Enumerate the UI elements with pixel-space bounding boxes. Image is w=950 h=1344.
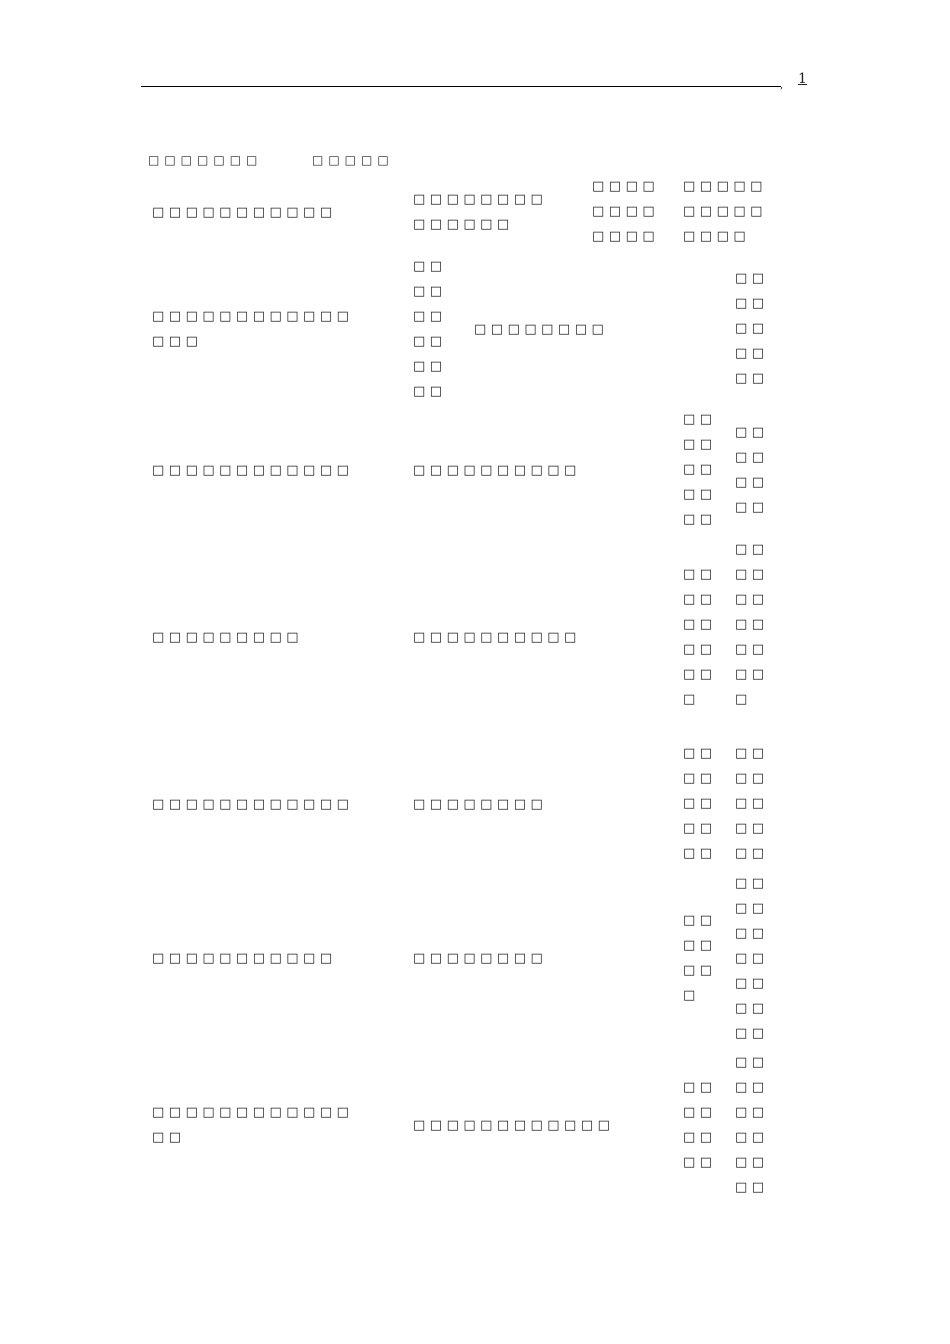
row6-col2: □□□□□□□□ — [413, 951, 548, 966]
row6-col7: □□ □□ □□ □□ □□ □□ □□ — [735, 876, 769, 1041]
row3-col6: □□ □□ □□ □□ □□ — [683, 412, 717, 527]
row7-col2: □□□□□□□□□□□□ — [413, 1118, 615, 1133]
row5-col6: □□ □□ □□ □□ □□ — [683, 746, 717, 861]
header-comma: , — [780, 80, 784, 91]
row3-col7: □□ □□ □□ □□ — [735, 425, 769, 515]
row3-col1: □□□□□□□□□□□□ — [152, 463, 354, 478]
row4-col7: □□ □□ □□ □□ □□ □□ □ — [735, 542, 769, 707]
row4-col2: □□□□□□□□□□ — [413, 630, 581, 645]
row2-col1: □□□□□□□□□□□□ □□□ — [152, 309, 354, 349]
row2-col7: □□ □□ □□ □□ □□ — [735, 271, 769, 386]
row2-col2: □□ □□ □□ □□ □□ □□ — [413, 259, 447, 399]
row5-col2: □□□□□□□□ — [413, 797, 548, 812]
page-number: 1 — [798, 71, 807, 87]
table-heading-right: □□□□□ — [312, 153, 394, 167]
row6-col1: □□□□□□□□□□□ — [152, 951, 337, 966]
row3-col2: □□□□□□□□□□ — [413, 463, 581, 478]
row7-col6: □□ □□ □□ □□ — [683, 1080, 717, 1170]
row7-col7: □□ □□ □□ □□ □□ □□ — [735, 1055, 769, 1195]
row1-col2: □□□□□□□□ □□□□□□ — [413, 192, 548, 232]
row4-col6: □□ □□ □□ □□ □□ □ — [683, 567, 717, 707]
row2-col3: □□□□□□□□ — [474, 322, 609, 337]
header-rule — [141, 86, 781, 87]
row1-col1: □□□□□□□□□□□ — [152, 205, 337, 220]
row7-col1: □□□□□□□□□□□□ □□ — [152, 1105, 354, 1145]
row5-col7: □□ □□ □□ □□ □□ — [735, 746, 769, 861]
row5-col1: □□□□□□□□□□□□ — [152, 797, 354, 812]
table-heading-left: □□□□□□□ — [148, 153, 263, 167]
row4-col1: □□□□□□□□□ — [152, 630, 304, 645]
row1-col5: □□□□ □□□□ □□□□ — [592, 179, 660, 244]
row1-col6: □□□□□ □□□□□ □□□□ — [683, 179, 767, 244]
row6-col6: □□ □□ □□ □ — [683, 913, 717, 1003]
